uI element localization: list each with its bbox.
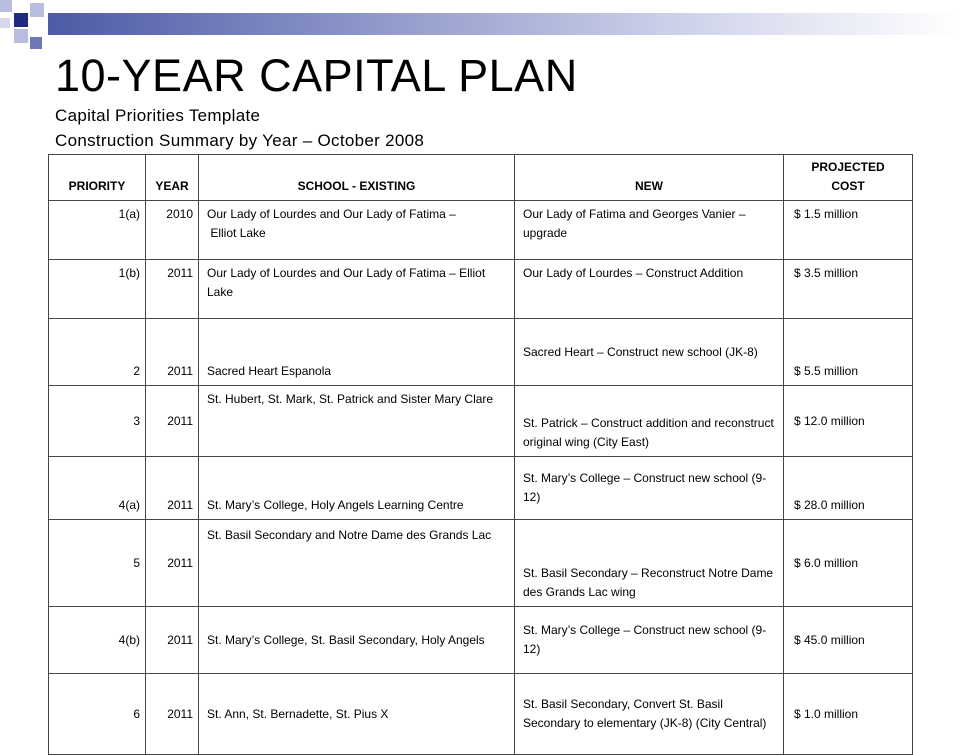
cell-new: St. Basil Secondary – Reconstruct Notre Dame des Grands Lac wing xyxy=(515,520,784,607)
cell-cost: $ 1.0 million xyxy=(784,674,913,755)
decor-square-light-2 xyxy=(30,3,44,17)
cell-year: 2011 xyxy=(146,386,199,457)
cell-existing-line2: Elliot Lake xyxy=(210,226,266,240)
cell-existing-line1: Our Lady of Lourdes and Our Lady of Fatima – xyxy=(207,207,456,221)
header-cost-line2: COST xyxy=(831,179,865,193)
cell-cost: $ 12.0 million xyxy=(784,386,913,457)
cell-existing: St. Basil Secondary and Notre Dame des Grands Lac xyxy=(199,520,515,607)
cell-existing xyxy=(199,201,515,260)
cell-existing: St. Mary’s College, St. Basil Secondary, Holy Angels xyxy=(199,607,515,674)
cell-priority: 4(b) xyxy=(49,607,146,674)
cell-cost: $ 1.5 million xyxy=(784,201,913,260)
header-cost xyxy=(784,155,913,201)
table-row xyxy=(49,520,913,607)
cell-existing: Our Lady of Lourdes and Our Lady of Fatima – Elliot Lake xyxy=(199,260,515,319)
cell-existing: Sacred Heart Espanola xyxy=(199,319,515,386)
cell-priority: 5 xyxy=(49,520,146,607)
cell-new: St. Mary’s College – Construct new school (9-12) xyxy=(515,457,784,520)
subtitle-template: Capital Priorities Template xyxy=(55,106,261,125)
cell-year: 2011 xyxy=(146,674,199,755)
title-block xyxy=(55,50,955,152)
header-existing: SCHOOL - EXISTING xyxy=(199,155,515,201)
cell-cost: $ 5.5 million xyxy=(784,319,913,386)
cell-year: 2010 xyxy=(146,201,199,260)
cell-priority: 1(b) xyxy=(49,260,146,319)
cell-cost: $ 45.0 million xyxy=(784,607,913,674)
cell-year: 2011 xyxy=(146,520,199,607)
table-header-row xyxy=(49,155,913,201)
cell-year: 2011 xyxy=(146,260,199,319)
cell-new: St. Mary’s College – Construct new school (9-12) xyxy=(515,607,784,674)
capital-plan-table xyxy=(48,154,913,755)
cell-cost: $ 28.0 million xyxy=(784,457,913,520)
cell-new: Our Lady of Fatima and Georges Vanier – upgrade xyxy=(515,201,784,260)
decor-square-dark-1 xyxy=(14,13,28,27)
cell-cost: $ 6.0 million xyxy=(784,520,913,607)
decor-square-light-1 xyxy=(0,0,12,12)
header-priority: PRIORITY xyxy=(49,155,146,201)
header-cost-line1: PROJECTED xyxy=(811,160,885,174)
cell-priority: 4(a) xyxy=(49,457,146,520)
decor-square-light-4 xyxy=(0,18,10,28)
table-row xyxy=(49,457,913,520)
cell-year: 2011 xyxy=(146,319,199,386)
decor-square-mid-1 xyxy=(30,37,42,49)
cell-year: 2011 xyxy=(146,457,199,520)
cell-priority: 6 xyxy=(49,674,146,755)
cell-existing: St. Ann, St. Bernadette, St. Pius X xyxy=(199,674,515,755)
cell-new: St. Basil Secondary, Convert St. Basil Secondary to elementary (JK-8) (City Central) xyxy=(515,674,784,755)
header-gradient-bar xyxy=(48,13,960,35)
table-row xyxy=(49,386,913,457)
cell-existing: St. Mary’s College, Holy Angels Learning Centre xyxy=(199,457,515,520)
subtitle-summary: Construction Summary by Year – October 2008 xyxy=(55,131,425,150)
table-row xyxy=(49,319,913,386)
page-title: 10-YEAR CAPITAL PLAN xyxy=(55,50,578,101)
cell-existing: St. Hubert, St. Mark, St. Patrick and Sister Mary Clare xyxy=(199,386,515,457)
cell-priority: 2 xyxy=(49,319,146,386)
cell-new: St. Patrick – Construct addition and reconstruct original wing (City East) xyxy=(515,386,784,457)
cell-new: Our Lady of Lourdes – Construct Addition xyxy=(515,260,784,319)
table-row xyxy=(49,607,913,674)
cell-cost: $ 3.5 million xyxy=(784,260,913,319)
table-row xyxy=(49,674,913,755)
table-row xyxy=(49,201,913,260)
cell-priority: 3 xyxy=(49,386,146,457)
cell-year: 2011 xyxy=(146,607,199,674)
cell-priority: 1(a) xyxy=(49,201,146,260)
header-year: YEAR xyxy=(146,155,199,201)
header-new: NEW xyxy=(515,155,784,201)
cell-new: Sacred Heart – Construct new school (JK-8) xyxy=(515,319,784,386)
decor-square-light-3 xyxy=(14,29,28,43)
table-row xyxy=(49,260,913,319)
